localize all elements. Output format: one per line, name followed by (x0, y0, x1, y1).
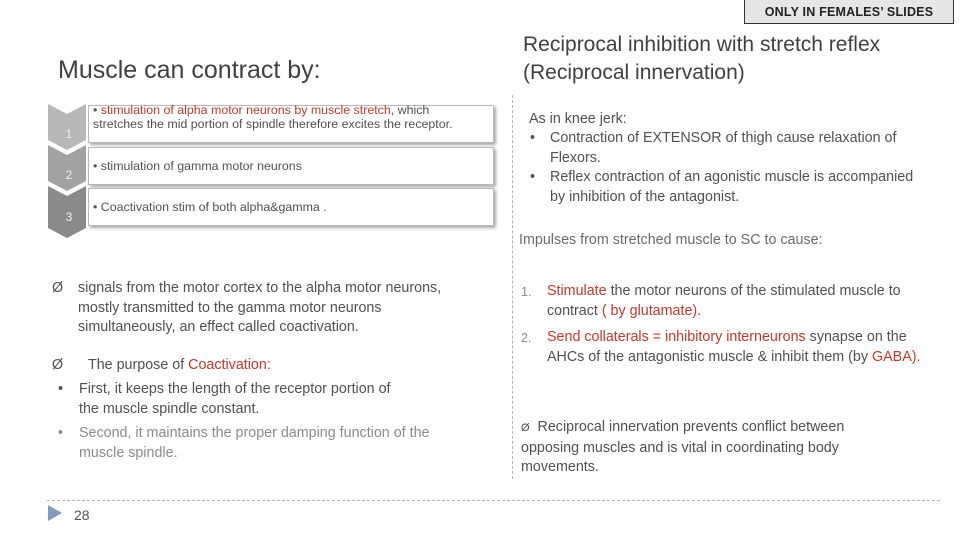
bullet-dot-1: • (58, 381, 64, 397)
box-3-text: • Coactivation stim of both alpha&gamma . (93, 200, 327, 214)
chevron-2-label: 2 (65, 168, 73, 182)
collaterals-text: Send collaterals = inhibitory interneurons synapse on the AHCs of the antagonistic muscle & inhibit them (by GABA). (547, 329, 921, 365)
purpose-second-text: Second, it maintains the proper damping function of the muscle spindle. (79, 425, 430, 461)
arrow-bullet-1: Ø (52, 280, 64, 296)
knee-jerk-intro: As in knee jerk: (529, 111, 627, 127)
page-number: 28 (74, 507, 90, 523)
females-only-tag: ONLY IN FEMALES’ SLIDES (744, 0, 954, 24)
left-title: Muscle can contract by: (58, 56, 321, 84)
stimulate-text: Stimulate the motor neurons of the stimulated muscle to contract ( by glutamate). (547, 283, 901, 319)
box-1-text: • stimulation of alpha motor neurons by muscle stretch, which stretches the mid portion of spindle therefore excites the receptor. (93, 103, 453, 131)
page-marker-icon (48, 505, 62, 521)
num-1: 1. (521, 285, 532, 299)
reciprocal-innervation-text: Ø Reciprocal innervation prevents conflict between opposing muscles and is vital in coordinating body movements. (521, 419, 845, 475)
purpose-first-text: First, it keeps the length of the receptor portion of the muscle spindle constant. (79, 381, 391, 417)
coactivation-purpose-text: The purpose of Coactivation: (88, 357, 271, 373)
footer-divider (47, 500, 940, 501)
coactivation-signals-text: signals from the motor cortex to the alpha motor neurons, mostly transmitted to the gamma motor neurons simultaneously, an effect called coactivation. (78, 280, 442, 335)
bullet-dot-2: • (58, 425, 64, 441)
right-title: Reciprocal inhibition with stretch reflex (Reciprocal innervation) (523, 33, 881, 84)
arrow-bullet-2: Ø (52, 357, 64, 373)
chevron-1-label: 1 (65, 127, 73, 141)
chevron-3-label: 3 (65, 210, 73, 224)
impulses-heading: Impulses from stretched muscle to SC to cause: (519, 232, 823, 248)
box-2-text: • stimulation of gamma motor neurons (93, 159, 302, 173)
right-bullet-2: • (530, 169, 536, 185)
extensor-contraction-text: Contraction of EXTENSOR of thigh cause relaxation of Flexors. (550, 130, 897, 166)
reflex-contraction-text: Reflex contraction of an agonistic muscle is accompanied by inhibition of the antagonist. (550, 169, 914, 205)
column-divider (512, 95, 513, 479)
right-bullet-1: • (530, 130, 536, 146)
num-2: 2. (521, 331, 532, 345)
